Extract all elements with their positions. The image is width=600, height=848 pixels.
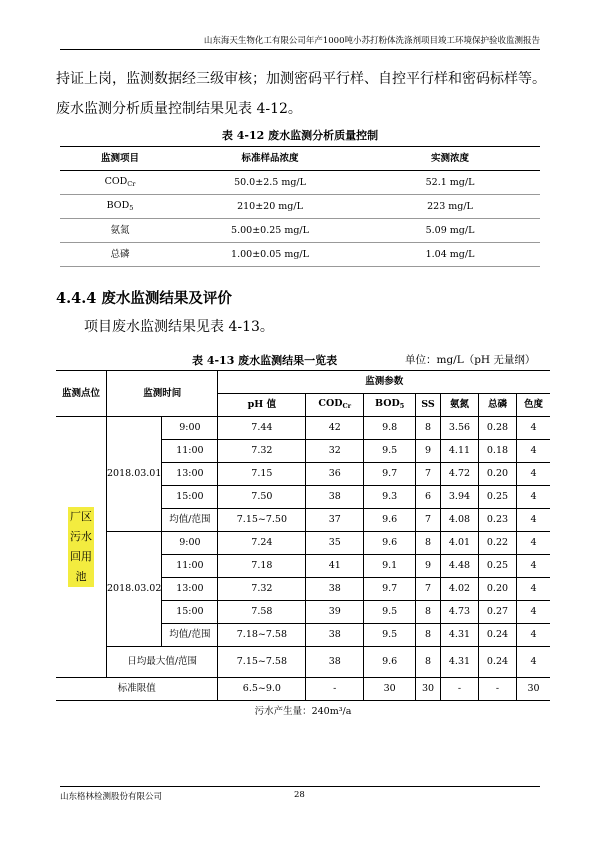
item-cell-text: 氨氮 xyxy=(110,224,130,236)
value-cell xyxy=(416,532,441,555)
limit-cell xyxy=(478,678,516,701)
value-cell-text: 9.6 xyxy=(382,514,398,525)
header-point xyxy=(56,371,107,417)
time-cell-text: 9:00 xyxy=(179,537,201,548)
value-cell xyxy=(516,509,550,532)
footer-rule xyxy=(60,786,540,787)
value-cell-text: 7.18~7.58 xyxy=(236,629,288,640)
table-row xyxy=(56,371,550,394)
value-cell-text: 9.5 xyxy=(382,629,398,640)
value-cell xyxy=(306,578,364,601)
item-cell xyxy=(60,219,180,243)
value-cell-text: 4.31 xyxy=(448,656,471,667)
value-cell-text: 0.24 xyxy=(486,656,509,667)
value-cell xyxy=(478,578,516,601)
param-header xyxy=(364,394,416,417)
value-cell-text: 32 xyxy=(328,445,341,456)
value-cell-text: 7.15~7.58 xyxy=(236,656,288,667)
param-header-text: 色度 xyxy=(523,399,543,410)
value-cell-text: 0.18 xyxy=(486,445,509,456)
time-cell xyxy=(162,532,218,555)
item-cell xyxy=(60,243,180,267)
measured-cell-text: 52.1 mg/L xyxy=(425,176,475,188)
value-cell-text: 4 xyxy=(530,560,537,571)
value-cell-text: 9.6 xyxy=(382,537,398,548)
item-cell xyxy=(60,195,180,219)
section-heading: 4.4.4 废水监测结果及评价 xyxy=(56,290,232,307)
limit-cell xyxy=(516,678,550,701)
value-cell-text: 0.20 xyxy=(486,468,509,479)
value-cell xyxy=(516,532,550,555)
value-cell-text: 4.72 xyxy=(448,468,471,479)
value-cell xyxy=(364,486,416,509)
value-cell-text: 0.28 xyxy=(486,422,509,433)
table-row xyxy=(60,219,540,243)
value-cell-text: 9 xyxy=(425,445,432,456)
standard-cell-text: 1.00±0.05 mg/L xyxy=(231,248,309,260)
limit-cell-text: 6.5~9.0 xyxy=(242,683,281,694)
standard-cell xyxy=(180,219,360,243)
monitoring-point-cell xyxy=(56,417,107,678)
value-cell xyxy=(478,532,516,555)
value-cell xyxy=(364,624,416,647)
time-cell xyxy=(162,417,218,440)
limit-cell xyxy=(364,678,416,701)
value-cell-text: 9.5 xyxy=(382,606,398,617)
value-cell-text: 39 xyxy=(328,606,341,617)
value-cell-text: 9.6 xyxy=(382,656,398,667)
value-cell xyxy=(416,601,441,624)
limit-cell xyxy=(440,678,478,701)
value-cell-text: 8 xyxy=(425,422,432,433)
limit-cell-text: - xyxy=(457,683,462,694)
value-cell xyxy=(306,440,364,463)
value-cell xyxy=(478,440,516,463)
value-cell xyxy=(516,555,550,578)
value-cell-text: 6 xyxy=(425,491,432,502)
time-cell xyxy=(162,624,218,647)
value-cell xyxy=(364,555,416,578)
value-cell-text: 4 xyxy=(530,445,537,456)
value-cell-text: 38 xyxy=(328,583,341,594)
value-cell xyxy=(306,463,364,486)
time-cell-text: 15:00 xyxy=(176,606,204,617)
standard-cell-text: 5.00±0.25 mg/L xyxy=(231,224,309,236)
value-cell xyxy=(416,486,441,509)
value-cell xyxy=(516,624,550,647)
time-cell xyxy=(162,486,218,509)
item-cell xyxy=(60,171,180,195)
item-cell-text: COD xyxy=(104,175,128,187)
limit-cell xyxy=(218,678,306,701)
value-cell xyxy=(218,463,306,486)
value-cell xyxy=(440,486,478,509)
value-cell xyxy=(440,601,478,624)
value-cell-text: 8 xyxy=(425,629,432,640)
value-cell-text: 4.48 xyxy=(448,560,471,571)
footer-company: 山东格林检测股份有限公司 xyxy=(60,792,163,802)
value-cell xyxy=(364,647,416,678)
value-cell-text: 4 xyxy=(530,514,537,525)
value-cell-text: 8 xyxy=(425,537,432,548)
value-cell xyxy=(440,624,478,647)
value-cell-text: 4 xyxy=(530,656,537,667)
value-cell-text: 35 xyxy=(328,537,341,548)
value-cell-text: 7.24 xyxy=(251,537,273,548)
header-rule xyxy=(60,49,540,50)
time-cell-text: 13:00 xyxy=(176,583,204,594)
value-cell xyxy=(364,578,416,601)
value-cell xyxy=(440,417,478,440)
value-cell-text: 4.08 xyxy=(448,514,471,525)
wastewater-cell-text: 污水产生量：240m³/a xyxy=(254,706,352,717)
header-cell xyxy=(180,147,360,171)
value-cell xyxy=(306,624,364,647)
measured-cell xyxy=(360,195,540,219)
value-cell-text: 0.25 xyxy=(486,491,509,502)
value-cell-text: 7.32 xyxy=(251,583,273,594)
item-cell-text: BOD xyxy=(106,199,130,211)
value-cell-text: 36 xyxy=(328,468,341,479)
value-cell-text: 7.32 xyxy=(251,445,273,456)
value-cell xyxy=(516,486,550,509)
value-cell-text: 7.15~7.50 xyxy=(236,514,288,525)
value-cell xyxy=(440,578,478,601)
param-header xyxy=(516,394,550,417)
monitoring-point-highlight: 厂区污水回用池 xyxy=(68,507,94,587)
value-cell xyxy=(440,647,478,678)
value-cell xyxy=(218,440,306,463)
standard-cell xyxy=(180,243,360,267)
value-cell xyxy=(218,578,306,601)
table-4-12 xyxy=(60,146,540,267)
value-cell-text: 4.11 xyxy=(448,445,471,456)
table-row xyxy=(60,243,540,267)
limit-cell-text: 30 xyxy=(527,683,540,694)
value-cell-text: 37 xyxy=(328,514,341,525)
measured-cell-text: 5.09 mg/L xyxy=(425,224,475,236)
page-header: 山东海天生物化工有限公司年产1000吨小苏打粉体洗涤剂项目竣工环境保护验收监测报告 xyxy=(203,36,540,46)
header-cell xyxy=(60,147,180,171)
value-cell xyxy=(416,578,441,601)
value-cell-text: 4.31 xyxy=(448,629,471,640)
value-cell-text: 4 xyxy=(530,468,537,479)
value-cell-text: 4.73 xyxy=(448,606,471,617)
value-cell-text: 4.01 xyxy=(448,537,471,548)
value-cell xyxy=(218,601,306,624)
value-cell xyxy=(440,509,478,532)
limit-cell-text: 30 xyxy=(421,683,435,694)
param-header-text: 氨氮 xyxy=(449,399,469,410)
value-cell-text: 0.24 xyxy=(486,629,509,640)
value-cell-text: 38 xyxy=(328,656,341,667)
paragraph-3: 项目废水监测结果见表 4-13。 xyxy=(84,319,274,335)
standard-cell xyxy=(180,195,360,219)
value-cell-text: 9.1 xyxy=(382,560,398,571)
value-cell-text: 7.18 xyxy=(251,560,273,571)
value-cell-text: 0.27 xyxy=(486,606,509,617)
table-4-13 xyxy=(56,370,550,723)
value-cell xyxy=(478,647,516,678)
item-cell-subscript: Cr xyxy=(127,179,136,188)
value-cell xyxy=(478,555,516,578)
value-cell xyxy=(218,486,306,509)
value-cell-text: 9.7 xyxy=(382,583,398,594)
value-cell-text: 7 xyxy=(425,583,432,594)
header-params xyxy=(218,371,550,394)
table-4-13-caption: 表 4-13 废水监测结果一览表 xyxy=(192,354,338,367)
value-cell xyxy=(516,578,550,601)
value-cell xyxy=(440,555,478,578)
value-cell xyxy=(478,463,516,486)
value-cell xyxy=(416,555,441,578)
value-cell-text: 4 xyxy=(530,537,537,548)
value-cell-text: 7 xyxy=(425,468,432,479)
value-cell xyxy=(364,463,416,486)
value-cell xyxy=(218,532,306,555)
table-row xyxy=(60,171,540,195)
value-cell xyxy=(478,509,516,532)
date-cell xyxy=(107,532,162,647)
time-cell xyxy=(162,601,218,624)
value-cell-text: 0.23 xyxy=(486,514,509,525)
param-header xyxy=(440,394,478,417)
item-cell-subscript: 5 xyxy=(129,203,134,212)
table-row xyxy=(56,678,550,701)
time-cell-text: 均值/范围 xyxy=(169,629,211,640)
measured-cell xyxy=(360,171,540,195)
value-cell-text: 7.50 xyxy=(251,491,273,502)
table-row xyxy=(56,532,550,555)
page-number: 28 xyxy=(294,790,305,800)
value-cell xyxy=(218,509,306,532)
value-cell-text: 8 xyxy=(425,656,432,667)
param-header xyxy=(478,394,516,417)
limit-cell xyxy=(306,678,364,701)
value-cell xyxy=(516,647,550,678)
header-cell-text: 标准样品浓度 xyxy=(241,152,299,164)
value-cell xyxy=(416,463,441,486)
limit-cell-text: - xyxy=(333,683,337,694)
date-cell xyxy=(107,417,162,532)
value-cell-text: 0.25 xyxy=(486,560,509,571)
time-cell-text: 15:00 xyxy=(176,491,204,502)
param-header-subscript: Cr xyxy=(342,402,352,410)
table-4-12-caption: 表 4-12 废水监测分析质量控制 xyxy=(221,129,379,142)
value-cell-text: 42 xyxy=(328,422,341,433)
header-time-text: 监测时间 xyxy=(143,387,182,399)
param-header xyxy=(416,394,441,417)
date-cell-text: 2018.03.01 xyxy=(107,468,162,479)
value-cell xyxy=(306,486,364,509)
value-cell-text: 3.94 xyxy=(448,491,471,502)
value-cell xyxy=(416,509,441,532)
limit-cell xyxy=(416,678,441,701)
standard-cell-text: 210±20 mg/L xyxy=(237,200,303,212)
value-cell-text: 8 xyxy=(425,606,432,617)
value-cell-text: 38 xyxy=(328,629,341,640)
time-cell xyxy=(162,555,218,578)
value-cell xyxy=(478,417,516,440)
time-cell xyxy=(162,578,218,601)
value-cell-text: 4 xyxy=(530,422,537,433)
limit-cell-text: 30 xyxy=(383,683,396,694)
value-cell xyxy=(306,532,364,555)
value-cell xyxy=(306,555,364,578)
limit-label xyxy=(56,678,218,701)
table-4-13-unit: 单位：mg/L（pH 无量纲） xyxy=(405,354,536,366)
value-cell xyxy=(364,509,416,532)
daily-max-label xyxy=(107,647,218,678)
value-cell xyxy=(478,486,516,509)
param-header-text: COD xyxy=(318,398,343,409)
param-header xyxy=(218,394,306,417)
value-cell-text: 41 xyxy=(328,560,341,571)
header-cell-text: 监测项目 xyxy=(100,152,139,164)
table-header-row xyxy=(60,147,540,171)
value-cell xyxy=(516,463,550,486)
daily-max-label-text: 日均最大值/范围 xyxy=(127,656,198,667)
value-cell-text: 4 xyxy=(530,583,537,594)
param-header-text: pH 值 xyxy=(247,399,277,410)
value-cell-text: 9.7 xyxy=(382,468,398,479)
header-cell-text: 实测浓度 xyxy=(430,152,469,164)
value-cell-text: 9.5 xyxy=(382,445,398,456)
value-cell xyxy=(364,440,416,463)
value-cell xyxy=(218,417,306,440)
limit-cell-text: - xyxy=(495,683,500,694)
value-cell xyxy=(416,647,441,678)
value-cell xyxy=(306,509,364,532)
value-cell xyxy=(516,601,550,624)
param-header xyxy=(306,394,364,417)
value-cell xyxy=(416,440,441,463)
paragraph-2: 废水监测分析质量控制结果见表 4-12。 xyxy=(56,101,302,117)
time-cell xyxy=(162,440,218,463)
item-cell-text: 总磷 xyxy=(110,248,130,260)
value-cell-text: 7.44 xyxy=(251,422,273,433)
value-cell xyxy=(416,624,441,647)
value-cell xyxy=(218,647,306,678)
wastewater-cell xyxy=(56,701,550,724)
value-cell-text: 7 xyxy=(425,514,432,525)
value-cell xyxy=(306,601,364,624)
table-row xyxy=(56,701,550,724)
value-cell xyxy=(364,417,416,440)
header-params-text: 监测参数 xyxy=(365,376,404,387)
paragraph-1: 持证上岗，监测数据经三级审核；加测密码平行样、自控平行样和密码标样等。 xyxy=(56,71,546,87)
value-cell xyxy=(478,624,516,647)
value-cell xyxy=(440,532,478,555)
value-cell-text: 3.56 xyxy=(448,422,471,433)
date-cell-text: 2018.03.02 xyxy=(107,583,162,594)
value-cell xyxy=(416,417,441,440)
time-cell-text: 11:00 xyxy=(176,445,204,456)
value-cell-text: 0.20 xyxy=(486,583,509,594)
table-row xyxy=(60,195,540,219)
header-cell xyxy=(360,147,540,171)
header-point-text: 监测点位 xyxy=(61,387,100,399)
value-cell xyxy=(516,440,550,463)
value-cell xyxy=(516,417,550,440)
value-cell-text: 4 xyxy=(530,606,537,617)
header-time xyxy=(107,371,218,417)
value-cell-text: 4.02 xyxy=(448,583,471,594)
measured-cell-text: 1.04 mg/L xyxy=(425,248,475,260)
value-cell-text: 0.22 xyxy=(486,537,509,548)
value-cell xyxy=(218,555,306,578)
time-cell-text: 9:00 xyxy=(179,422,201,433)
value-cell-text: 38 xyxy=(328,491,341,502)
value-cell xyxy=(364,532,416,555)
time-cell xyxy=(162,463,218,486)
standard-cell-text: 50.0±2.5 mg/L xyxy=(234,176,306,188)
value-cell xyxy=(306,417,364,440)
measured-cell xyxy=(360,243,540,267)
value-cell xyxy=(364,601,416,624)
measured-cell-text: 223 mg/L xyxy=(427,200,473,212)
param-header-text: BOD xyxy=(374,398,400,409)
param-header-text: SS xyxy=(421,399,435,410)
time-cell-text: 11:00 xyxy=(176,560,204,571)
value-cell-text: 9 xyxy=(425,560,432,571)
value-cell-text: 4 xyxy=(530,629,537,640)
value-cell xyxy=(440,440,478,463)
value-cell xyxy=(478,601,516,624)
time-cell-text: 均值/范围 xyxy=(169,514,211,525)
value-cell xyxy=(306,647,364,678)
table-row xyxy=(56,417,550,440)
measured-cell xyxy=(360,219,540,243)
time-cell xyxy=(162,509,218,532)
value-cell-text: 7.15 xyxy=(251,468,273,479)
standard-cell xyxy=(180,171,360,195)
value-cell-text: 4 xyxy=(530,491,537,502)
value-cell xyxy=(218,624,306,647)
param-header-text: 总磷 xyxy=(487,399,507,410)
value-cell-text: 9.8 xyxy=(382,422,398,433)
limit-label-text: 标准限值 xyxy=(117,683,156,694)
time-cell-text: 13:00 xyxy=(176,468,204,479)
value-cell xyxy=(440,463,478,486)
value-cell-text: 7.58 xyxy=(251,606,273,617)
value-cell-text: 9.3 xyxy=(382,491,398,502)
param-header-subscript: 5 xyxy=(399,402,405,410)
table-row xyxy=(56,647,550,678)
